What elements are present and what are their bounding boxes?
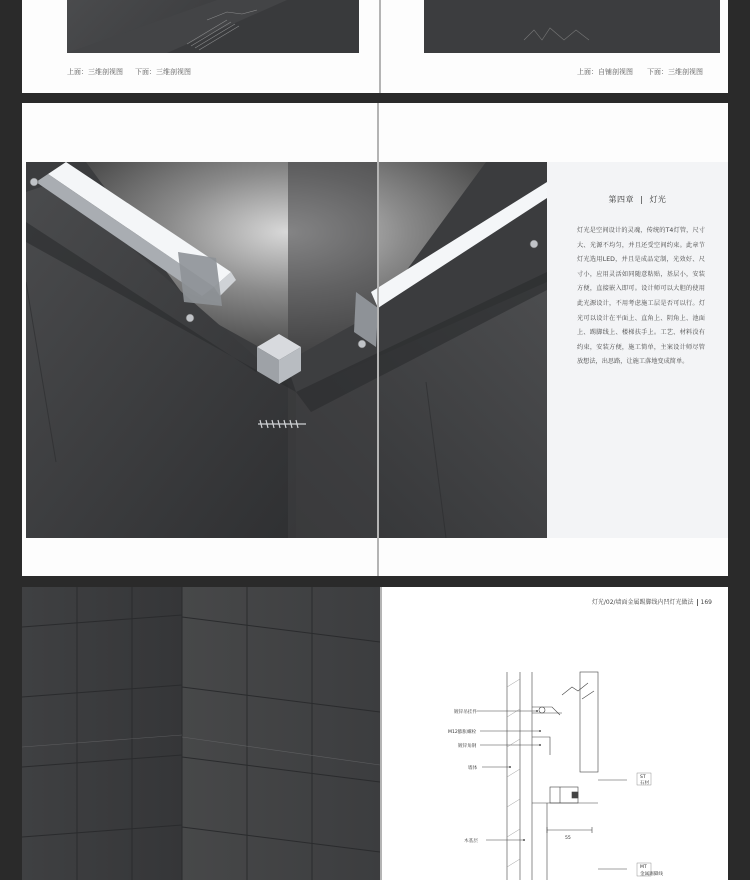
cross-section-photo-left (67, 0, 359, 53)
caption-right-a: 上面：自铺剖视图 (577, 68, 633, 76)
chapter-title: 灯光 (649, 195, 667, 204)
cross-section-photo-right (424, 0, 720, 53)
label-wall: 墙体 (468, 766, 478, 771)
label-wood-base: 木基层 (464, 839, 478, 844)
detail-drawing-page (382, 587, 728, 880)
label-stone-code: ST (640, 775, 646, 780)
label-angle-steel: 镀锌角钢 (458, 744, 477, 749)
lighting-corner-render (26, 162, 547, 538)
label-hanger: 镀锌吊挂件 (454, 710, 477, 715)
chapter-heading (547, 194, 728, 205)
caption-right-b: 下面：三维剖视图 (647, 68, 703, 76)
chapter-text-panel (547, 162, 728, 538)
label-metal-skirting: 金属踢脚线 (640, 872, 663, 877)
spread-bottom (22, 587, 728, 880)
spread-middle (22, 103, 728, 576)
label-expansion-bolt: M12膨胀螺栓 (448, 730, 477, 735)
tiled-corner-render (22, 587, 380, 880)
dimension-value: 55 (565, 836, 571, 841)
page-header-title: 灯光/02/墙面金属踢脚线内凹灯光做法 (591, 599, 694, 606)
chapter-number: 第四章 (608, 195, 635, 204)
spread-gutter (377, 103, 379, 576)
spread-gutter (379, 0, 381, 93)
caption-mid: 下面：三维剖视图 (135, 68, 191, 76)
page-number: 169 (697, 599, 712, 606)
spread-top (22, 0, 728, 93)
caption-left: 上面：三维剖视图 (67, 68, 123, 76)
chapter-body-text: 灯光是空间设计的灵魂，传统的T4灯管，尺寸大、光源不均匀，并且还受空间约束。此章节灯光选用LED，并且是成品定制，光效好、尺寸小，应用灵活如同随意粘贴，基层小，安装方便，直接嵌入即可。设计师可以大胆的使用此光源设计，不用考虑施工层是否可以行。灯光可以设计在平面上、直角上、阴角上、池面上、踢脚线上、楼梯扶手上。工艺、材料没有约束，安装方便，施工简单，主案设计师尽管放想法，出思路，让施工落地变成简单。 (577, 227, 705, 366)
section-detail-drawing (382, 587, 728, 880)
chapter-separator: | (640, 195, 644, 204)
label-stone: 石材 (640, 781, 650, 786)
label-metal-code: MT (640, 865, 647, 870)
